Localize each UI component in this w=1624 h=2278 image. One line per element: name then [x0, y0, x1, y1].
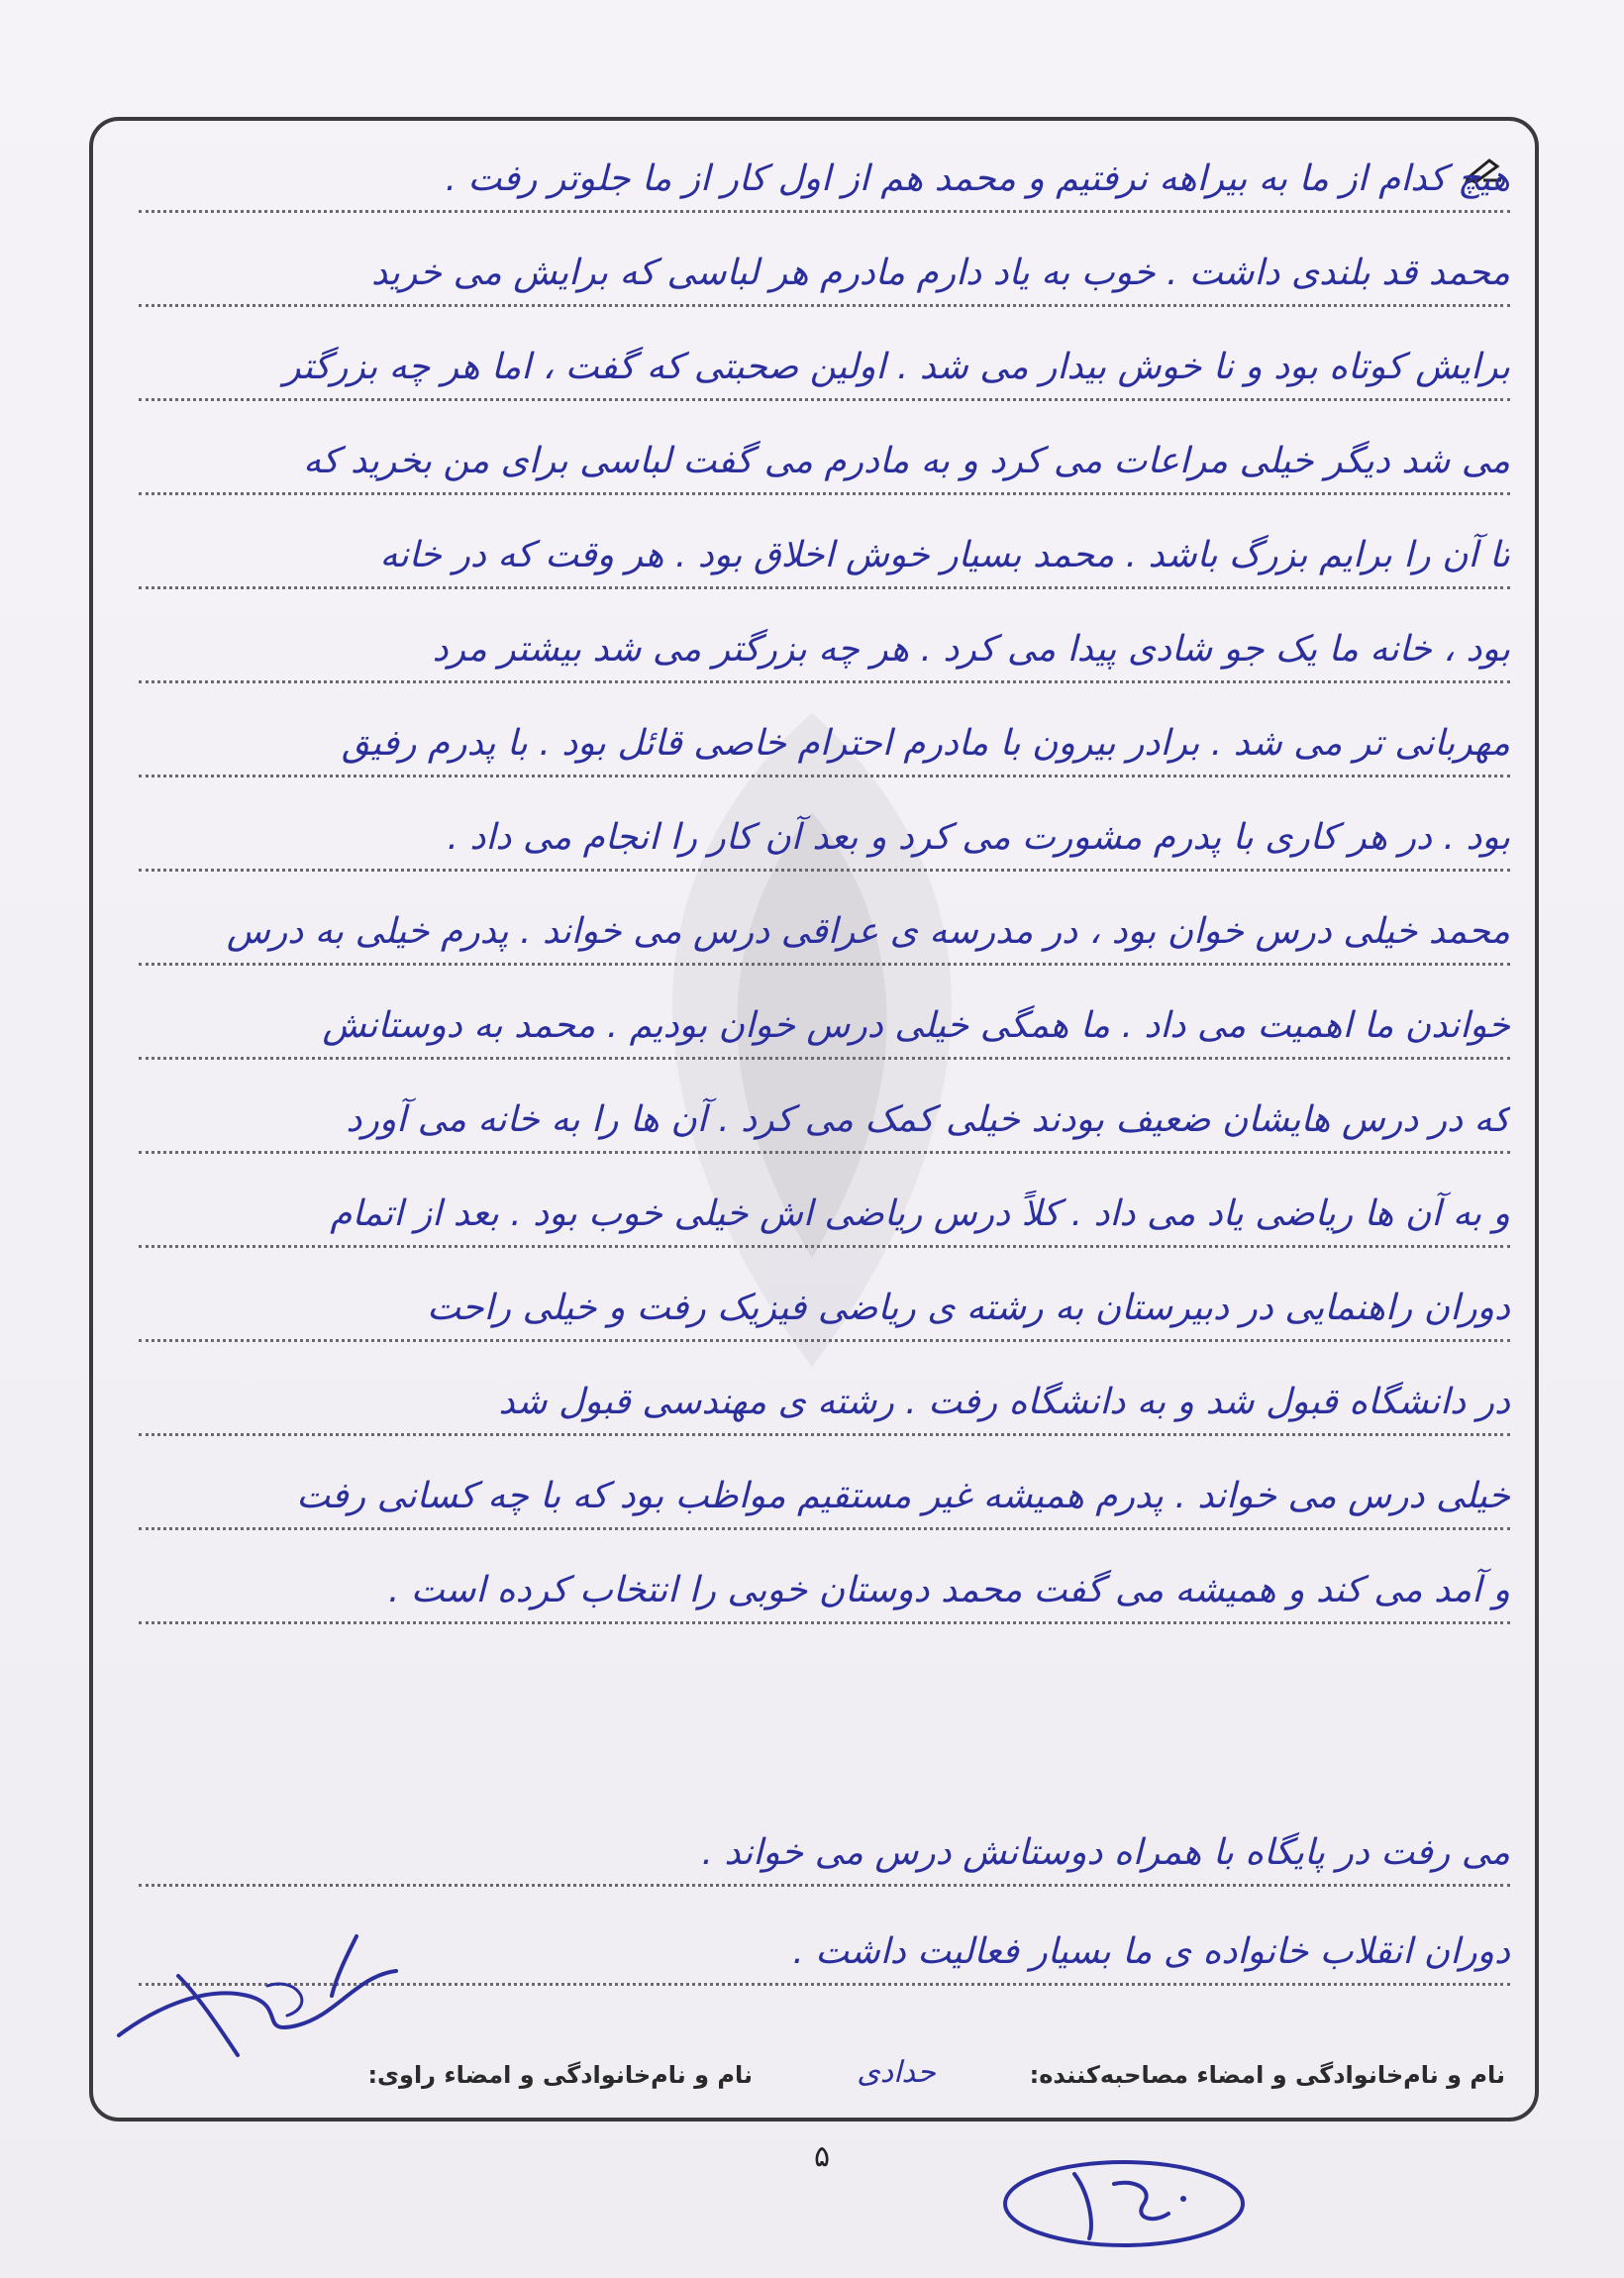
interviewer-signature-label: نام و نام‌خانوادگی و امضاء مصاحبه‌کننده:: [1029, 2061, 1505, 2089]
handwritten-line: و آمد می کند و همیشه می گفت محمد دوستان خوبی را انتخاب کرده است .: [139, 1560, 1510, 1624]
handwritten-line: خیلی درس می خواند . پدرم همیشه غیر مستقیم مواظب بود که با چه کسانی رفت: [139, 1466, 1510, 1530]
page-number: ۵: [813, 2139, 831, 2174]
handwritten-line: می رفت در پایگاه با همراه دوستانش درس می خواند .: [139, 1822, 1510, 1887]
handwritten-line: تا آن را برایم بزرگ باشد . محمد بسیار خوش اخلاق بود . هر وقت که در خانه: [139, 525, 1510, 589]
handwritten-line: خواندن ما اهمیت می داد . ما همگی خیلی درس خوان بودیم . محمد به دوستانش: [139, 995, 1510, 1060]
handwritten-line: دوران راهنمایی در دبیرستان به رشته ی ریاضی فیزیک رفت و خیلی راحت: [139, 1278, 1510, 1342]
handwritten-line: بود . در هر کاری با پدرم مشورت می کرد و بعد آن کار را انجام می داد .: [139, 807, 1510, 872]
handwritten-line: بود ، خانه ما یک جو شادی پیدا می کرد . هر چه بزرگتر می شد بیشتر مرد: [139, 619, 1510, 683]
narrator-signature-label: نام و نام‌خانوادگی و امضاء راوی:: [367, 2061, 753, 2089]
handwritten-line: که در درس هایشان ضعیف بودند خیلی کمک می کرد . آن ها را به خانه می آورد: [139, 1089, 1510, 1154]
handwritten-line: محمد قد بلندی داشت . خوب به یاد دارم مادرم هر لباسی که برایش می خرید: [139, 243, 1510, 307]
handwritten-line: هیچ کدام از ما به بیراهه نرفتیم و محمد هم از اول کار از ما جلوتر رفت .: [139, 149, 1510, 213]
handwritten-line: می شد دیگر خیلی مراعات می کرد و به مادرم می گفت لباسی برای من بخرید که: [139, 431, 1510, 495]
handwritten-line: دوران انقلاب خانواده ی ما بسیار فعالیت داشت .: [139, 1921, 1510, 1986]
handwritten-line: مهربانی تر می شد . برادر بیرون با مادرم احترام خاصی قائل بود . با پدرم رفیق: [139, 713, 1510, 777]
handwritten-line: محمد خیلی درس خوان بود ، در مدرسه ی عراقی درس می خواند . پدرم خیلی به درس: [139, 901, 1510, 966]
bottom-signature: [995, 2144, 1253, 2253]
interviewer-name: حدادی: [857, 2055, 936, 2090]
handwritten-line: برایش کوتاه بود و نا خوش بیدار می شد . اولین صحبتی که گفت ، اما هر چه بزرگتر: [139, 337, 1510, 401]
handwritten-line: در دانشگاه قبول شد و به دانشگاه رفت . رشته ی مهندسی قبول شد: [139, 1372, 1510, 1436]
handwritten-line: و به آن ها ریاضی یاد می داد . کلاً درس ریاضی اش خیلی خوب بود . بعد از اتمام: [139, 1184, 1510, 1248]
